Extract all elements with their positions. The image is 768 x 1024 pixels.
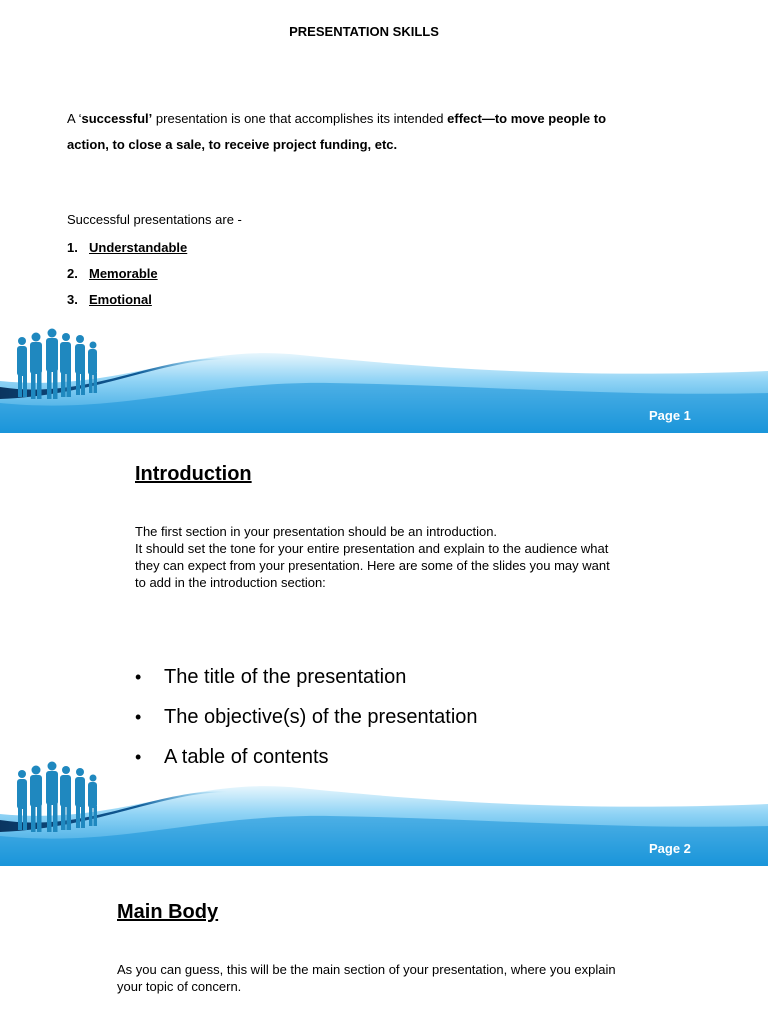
- list-item: [135, 659, 478, 699]
- main-body-paragraph: As you can guess, this will be the main section of your presentation, where you explain your topic of concern.: [117, 962, 616, 994]
- bullet-text: The objective(s) of the presentation: [164, 706, 478, 728]
- section-heading-main-body: Main Body: [117, 901, 219, 923]
- list-item: [135, 699, 478, 739]
- intro-line-1: The first section in your presentation should be an introduction.: [135, 524, 498, 539]
- item-number: 3.: [67, 292, 78, 307]
- definition-text-1: A ‘: [67, 111, 82, 126]
- document-title: PRESENTATION SKILLS: [289, 24, 439, 39]
- bullet-icon: •: [135, 747, 142, 767]
- definition-paragraph: [67, 106, 627, 158]
- bullet-icon: •: [135, 667, 142, 687]
- page-2: [0, 433, 768, 866]
- list-lead-text: Successful presentations are -: [67, 212, 242, 227]
- definition-bold-2: effect—to move people to action, to close a sale, to receive project funding, etc.: [67, 111, 607, 152]
- bullet-text: A table of contents: [164, 746, 329, 768]
- bullet-text: The title of the presentation: [164, 666, 407, 688]
- list-item: [67, 236, 187, 262]
- list-item: [67, 288, 187, 314]
- section-heading-introduction: Introduction: [135, 463, 252, 485]
- page-3: [0, 866, 768, 1024]
- item-number: 1.: [67, 240, 78, 255]
- bullet-icon: •: [135, 707, 142, 727]
- item-text: Understandable: [89, 240, 188, 255]
- item-number: 2.: [67, 266, 78, 281]
- page-number: Page 1: [649, 408, 691, 423]
- item-text: Emotional: [89, 292, 152, 307]
- definition-bold-1: successful’: [81, 111, 153, 126]
- list-item: [67, 262, 187, 288]
- intro-line-2: It should set the tone for your entire presentation and explain to the audience what they can expect from your presentation. Here are some of the slides you may want to add in the introduction section:: [135, 541, 610, 590]
- page-number: Page 2: [649, 841, 691, 856]
- page-1: [0, 0, 768, 433]
- qualities-list: [67, 236, 187, 314]
- item-text: Memorable: [89, 266, 158, 281]
- definition-text-2: presentation is one that accomplishes its intended: [152, 111, 448, 126]
- introduction-paragraph: [135, 523, 615, 591]
